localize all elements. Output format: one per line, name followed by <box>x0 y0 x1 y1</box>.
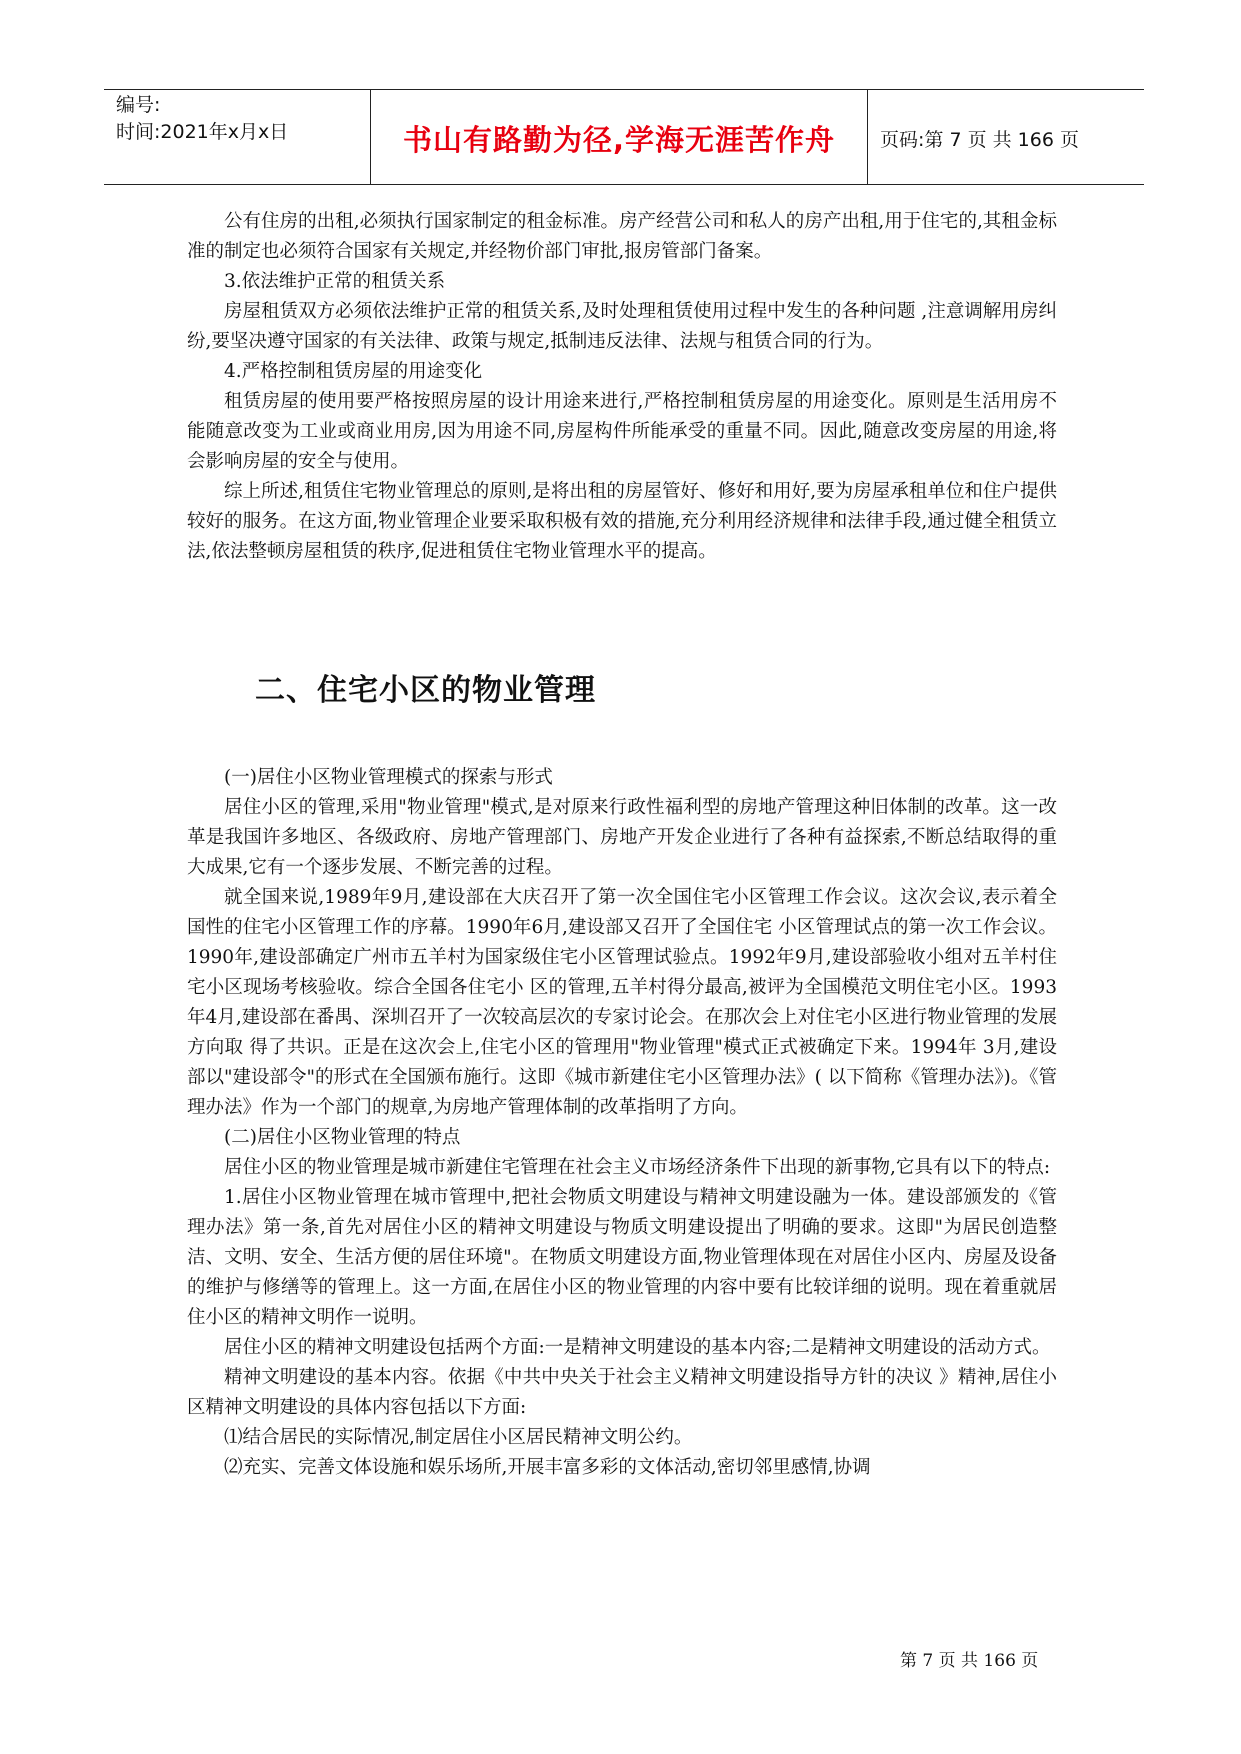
paragraph: 综上所述,租赁住宅物业管理总的原则,是将出租的房屋管好、修好和用好,要为房屋承租单位和住户提供较好的服务。在这方面,物业管理企业要采取积极有效的措施,充分利用经济规律和法律手段,通过健全租赁立法,依法整顿房屋租赁的秩序,促进租赁住宅物业管理水平的提高。 <box>187 481 1057 562</box>
paragraph: 租赁房屋的使用要严格按照房屋的设计用途来进行,严格控制租赁房屋的用途变化。原则是生活用房不能随意改变为工业或商业用房,因为用途不同,房屋构件所能承受的重量不同。因此,随意改变房屋的用途,将会影响房屋的安全与使用。 <box>187 391 1057 472</box>
section-heading: 二、住宅小区的物业管理 <box>255 673 596 708</box>
header-left-cell <box>116 90 366 184</box>
paragraph: 1.居住小区物业管理在城市管理中,把社会物质文明建设与精神文明建设融为一体。建设部颁发的《管理办法》第一条,首先对居住小区的精神文明建设与物质文明建设提出了明确的要求。这即"为居民创造整洁、文明、安全、生活方便的居住环境"。在物质文明建设方面,物业管理体现在对居住小区内、房屋及设备的维护与修缮等的管理上。这一方面,在居住小区的物业管理的内容中要有比较详细的说明。现在着重就居住小区的精神文明作一说明。 <box>187 1187 1057 1328</box>
time-label: 时间:2021年x月x日 <box>116 121 289 143</box>
list-item: ⑵充实、完善文体设施和娱乐场所,开展丰富多彩的文体活动,密切邻里感情,协调 <box>224 1457 871 1478</box>
header-center-cell <box>370 90 868 184</box>
page-footer: 第 7 页 共 166 页 <box>900 1651 1039 1671</box>
paragraph: 居住小区的精神文明建设包括两个方面:一是精神文明建设的基本内容;二是精神文明建设的活动方式。 <box>224 1337 1051 1358</box>
paragraph: 就全国来说,1989年9月,建设部在大庆召开了第一次全国住宅小区管理工作会议。这次会议,表示着全国性的住宅小区管理工作的序幕。1990年6月,建设部又召开了全国住宅 小区管理试点的第一次工作会议。1990年,建设部确定广州市五羊村为国家级住宅小区管理试验点。1992年9月,建设部验收小组对五羊村住宅小区现场考核验收。综合全国各住宅小 区的管理,五羊村得分最高,被评为全国模范文明住宅小区。1993年4月,建设部在番禺、深圳召开了一次较高层次的专家讨论会。在那次会上对住宅小区进行物业管理的发展方向取 得了共识。正是在这次会上,住宅小区的管理用"物业管理"模式正式被确定下来。1994年 3月,建设部以"建设部令"的形式在全国颁布施行。这即《城市新建住宅小区管理办法》( 以下简称《管理办法》)。《管理办法》作为一个部门的规章,为房地产管理体制的改革指明了方向。 <box>187 887 1057 1118</box>
paragraph: 公有住房的出租,必须执行国家制定的租金标准。房产经营公司和私人的房产出租,用于住宅的,其租金标准的制定也必须符合国家有关规定,并经物价部门审批,报房管部门备案。 <box>187 211 1057 262</box>
subheading: 3.依法维护正常的租赁关系 <box>224 271 446 292</box>
paragraph: 居住小区的物业管理是城市新建住宅管理在社会主义市场经济条件下出现的新事物,它具有以下的特点: <box>224 1157 1051 1178</box>
subheading: (一)居住小区物业管理模式的探索与形式 <box>224 767 553 788</box>
subheading: 4.严格控制租赁房屋的用途变化 <box>224 361 483 382</box>
list-item: ⑴结合居民的实际情况,制定居住小区居民精神文明公约。 <box>224 1427 693 1448</box>
motto-text: 书山有路勤为径,学海无涯苦作舟 <box>402 123 836 157</box>
page-label: 页码:第 7 页 共 166 页 <box>880 129 1079 151</box>
paragraph: 精神文明建设的基本内容。依据《中共中央关于社会主义精神文明建设指导方针的决议 》精神,居住小区精神文明建设的具体内容包括以下方面: <box>187 1367 1057 1418</box>
subheading: (二)居住小区物业管理的特点 <box>224 1127 461 1148</box>
paragraph: 房屋租赁双方必须依法维护正常的租赁关系,及时处理租赁使用过程中发生的各种问题 ,注意调解用房纠纷,要坚决遵守国家的有关法律、政策与规定,抵制违反法律、法规与租赁合同的行为。 <box>187 301 1057 352</box>
section-b <box>187 763 1057 1483</box>
number-label: 编号: <box>116 94 161 116</box>
header-right-cell <box>866 90 1144 184</box>
paragraph: 居住小区的管理,采用"物业管理"模式,是对原来行政性福利型的房地产管理这种旧体制的改革。这一改革是我国许多地区、各级政府、房地产管理部门、房地产开发企业进行了各种有益探索,不断总结取得的重大成果,它有一个逐步发展、不断完善的过程。 <box>187 797 1057 878</box>
header-table <box>104 89 1144 185</box>
section-a <box>187 207 1057 567</box>
